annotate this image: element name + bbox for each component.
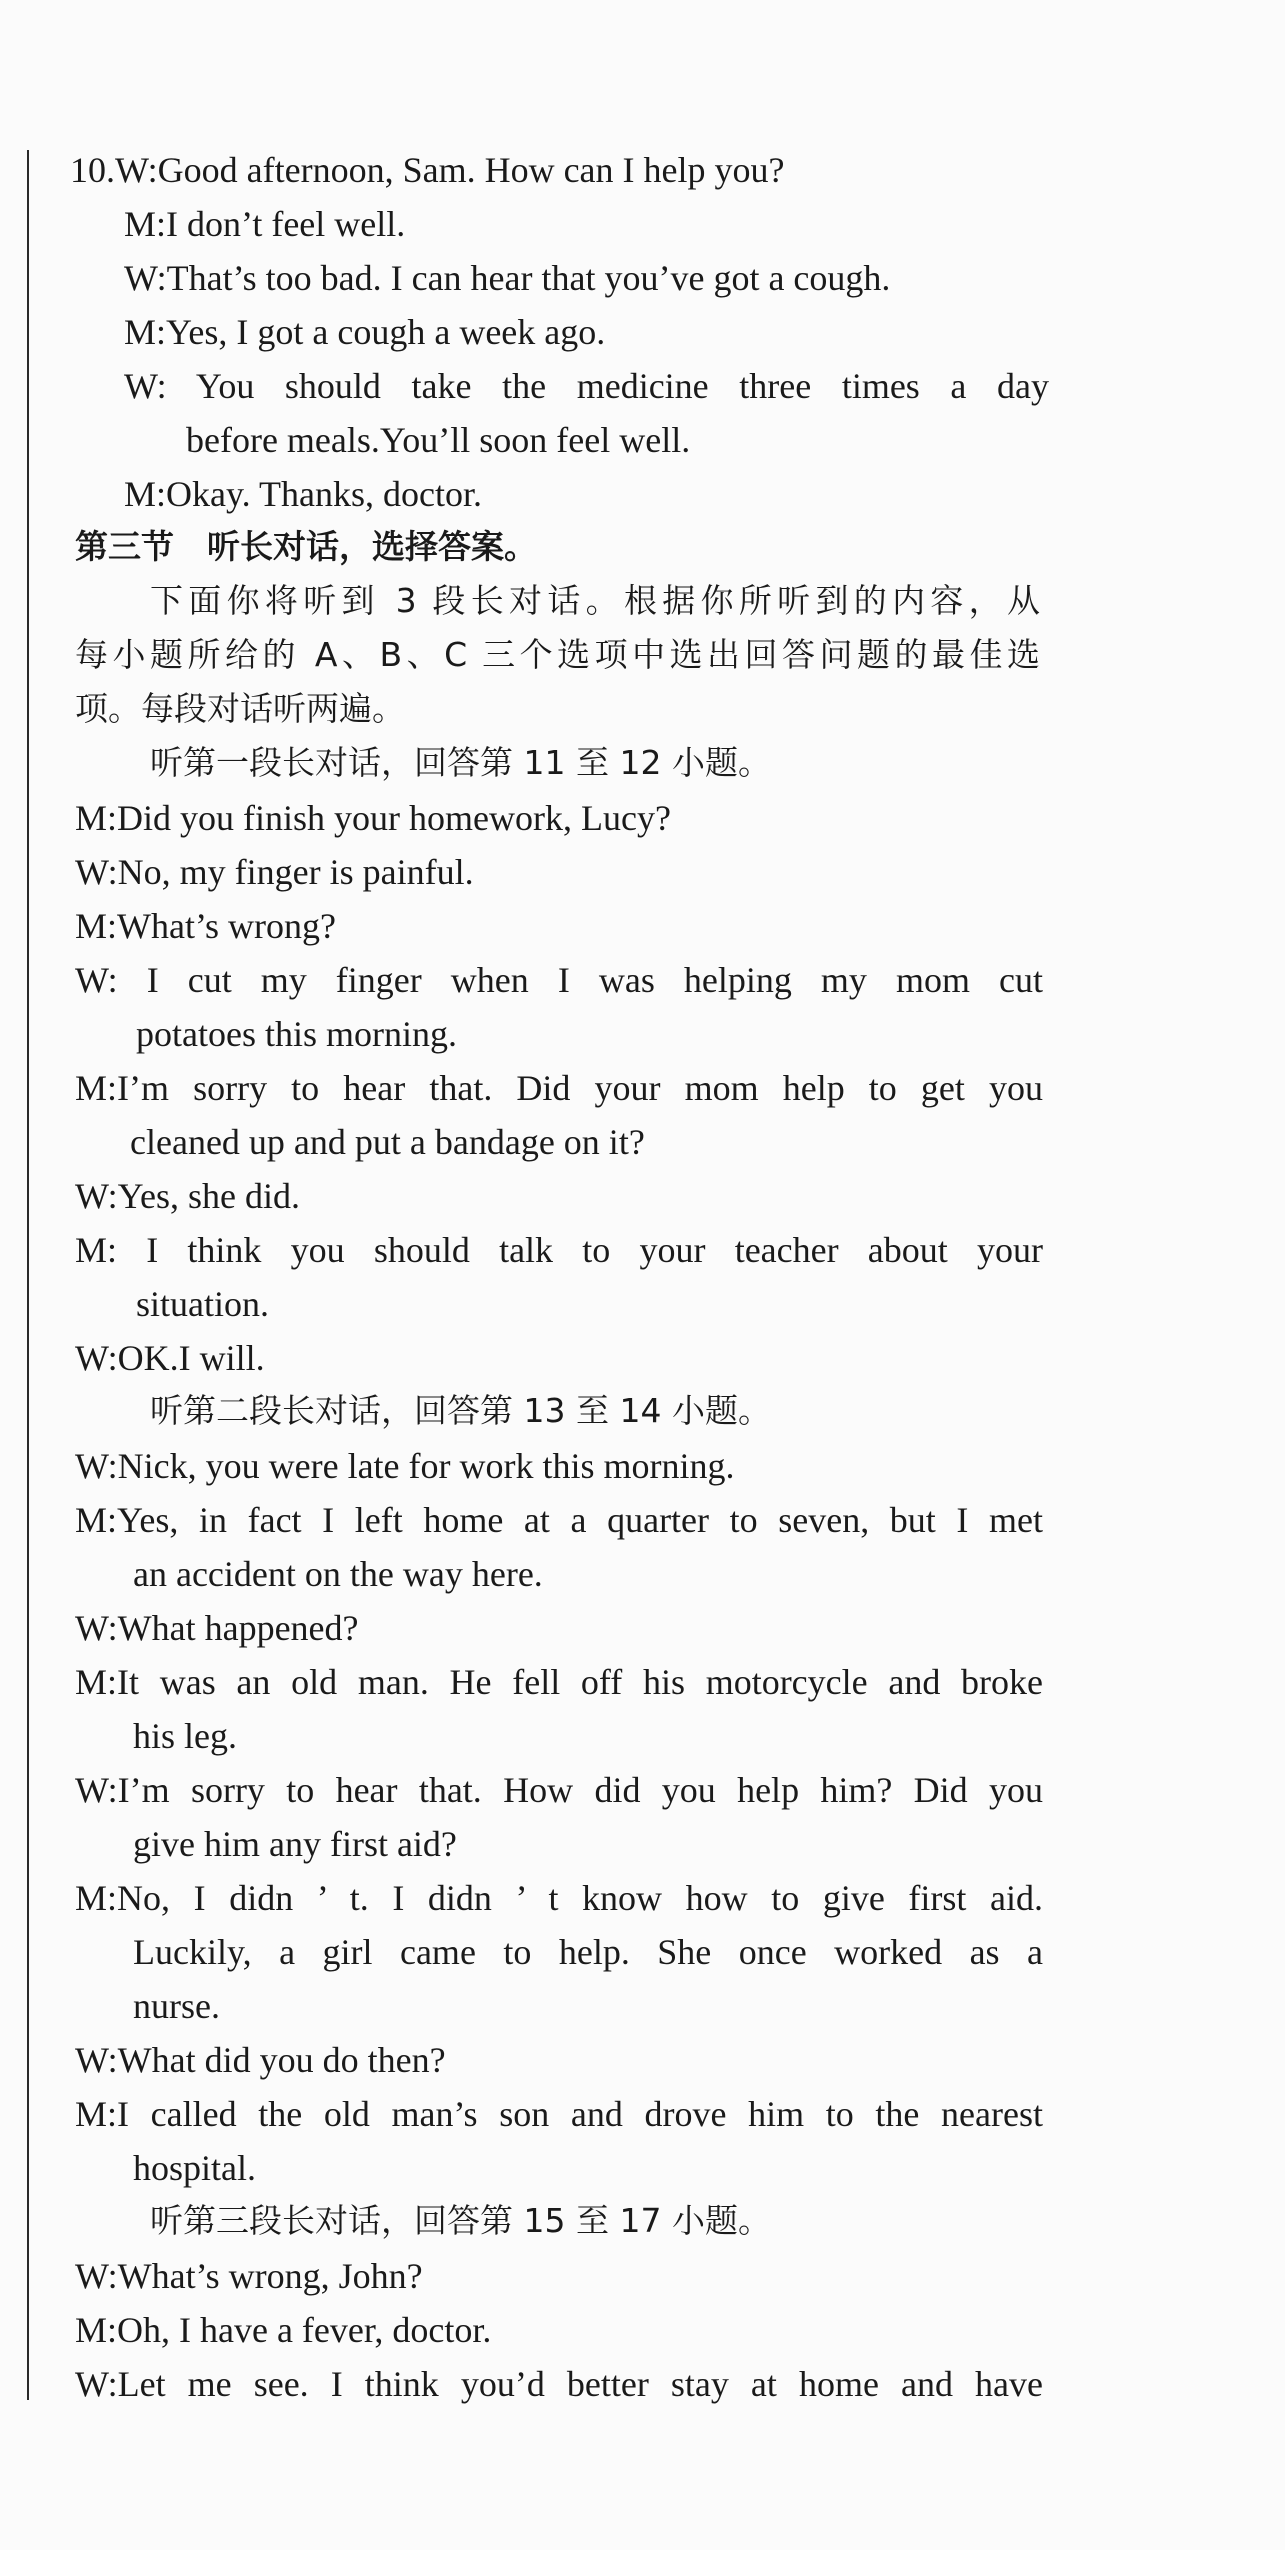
text-line: W:Nick, you were late for work this morning. xyxy=(75,1446,735,1486)
text-line: M:What’s wrong? xyxy=(75,906,336,946)
text-line: hospital. xyxy=(133,2148,256,2188)
text-line: W:Yes, she did. xyxy=(75,1176,301,1216)
text-line: 听第二段长对话，回答第 13 至 14 小题。 xyxy=(150,1391,771,1430)
text-line: 第三节 听长对话，选择答案。 xyxy=(75,527,537,566)
text-line: potatoes this morning. xyxy=(136,1014,457,1054)
text-line: W:That’s too bad. I can hear that you’ve got a cough. xyxy=(124,258,891,298)
text-line: M:Yes, I got a cough a week ago. xyxy=(124,312,606,352)
text-line: Luckily, a girl came to help. She once worked as a xyxy=(133,1932,1043,1972)
text-line: his leg. xyxy=(133,1716,237,1756)
text-line: M:Oh, I have a fever, doctor. xyxy=(75,2310,492,2350)
text-line: 下面你将听到 3 段长对话。根据你所听到的内容，从 xyxy=(150,581,1040,620)
text-line: 听第三段长对话，回答第 15 至 17 小题。 xyxy=(150,2201,771,2240)
text-line: M:Okay. Thanks, doctor. xyxy=(124,474,482,514)
text-line: 项。每段对话听两遍。 xyxy=(75,689,405,728)
text-line: nurse. xyxy=(133,1986,220,2026)
text-line: W:I’m sorry to hear that. How did you help him? Did you xyxy=(75,1770,1043,1810)
text-line: M:I don’t feel well. xyxy=(124,204,406,244)
text-line: W: I cut my finger when I was helping my mom cut xyxy=(75,960,1043,1000)
text-line: an accident on the way here. xyxy=(133,1554,543,1594)
text-line: W: You should take the medicine three times a day xyxy=(124,366,1049,406)
text-line: situation. xyxy=(136,1284,269,1324)
text-line: M:Yes, in fact I left home at a quarter to seven, but I met xyxy=(75,1500,1043,1540)
text-line: W:What’s wrong, John? xyxy=(75,2256,423,2296)
text-line: W:Let me see. I think you’d better stay at home and have xyxy=(75,2364,1043,2404)
text-line: before meals.You’ll soon feel well. xyxy=(186,420,691,460)
text-line: M:Did you finish your homework, Lucy? xyxy=(75,798,671,838)
text-line: W:OK.I will. xyxy=(75,1338,265,1378)
text-line: W:What did you do then? xyxy=(75,2040,446,2080)
text-line: W:No, my finger is painful. xyxy=(75,852,474,892)
text-line: 10.W:Good afternoon, Sam. How can I help you? xyxy=(70,150,785,190)
text-line: cleaned up and put a bandage on it? xyxy=(130,1122,645,1162)
text-line: M:I called the old man’s son and drove him to the nearest xyxy=(75,2094,1043,2134)
text-line: M:No, I didn ’ t. I didn ’ t know how to give first aid. xyxy=(75,1878,1043,1918)
text-line: give him any first aid? xyxy=(133,1824,457,1864)
text-line: M:It was an old man. He fell off his motorcycle and broke xyxy=(75,1662,1043,1702)
text-line: 听第一段长对话，回答第 11 至 12 小题。 xyxy=(150,743,771,782)
text-line: 每小题所给的 A、B、C 三个选项中选出回答问题的最佳选 xyxy=(75,635,1040,674)
text-line: M: I think you should talk to your teacher about your xyxy=(75,1230,1043,1270)
text-line: W:What happened? xyxy=(75,1608,359,1648)
text-line: M:I’m sorry to hear that. Did your mom help to get you xyxy=(75,1068,1043,1108)
